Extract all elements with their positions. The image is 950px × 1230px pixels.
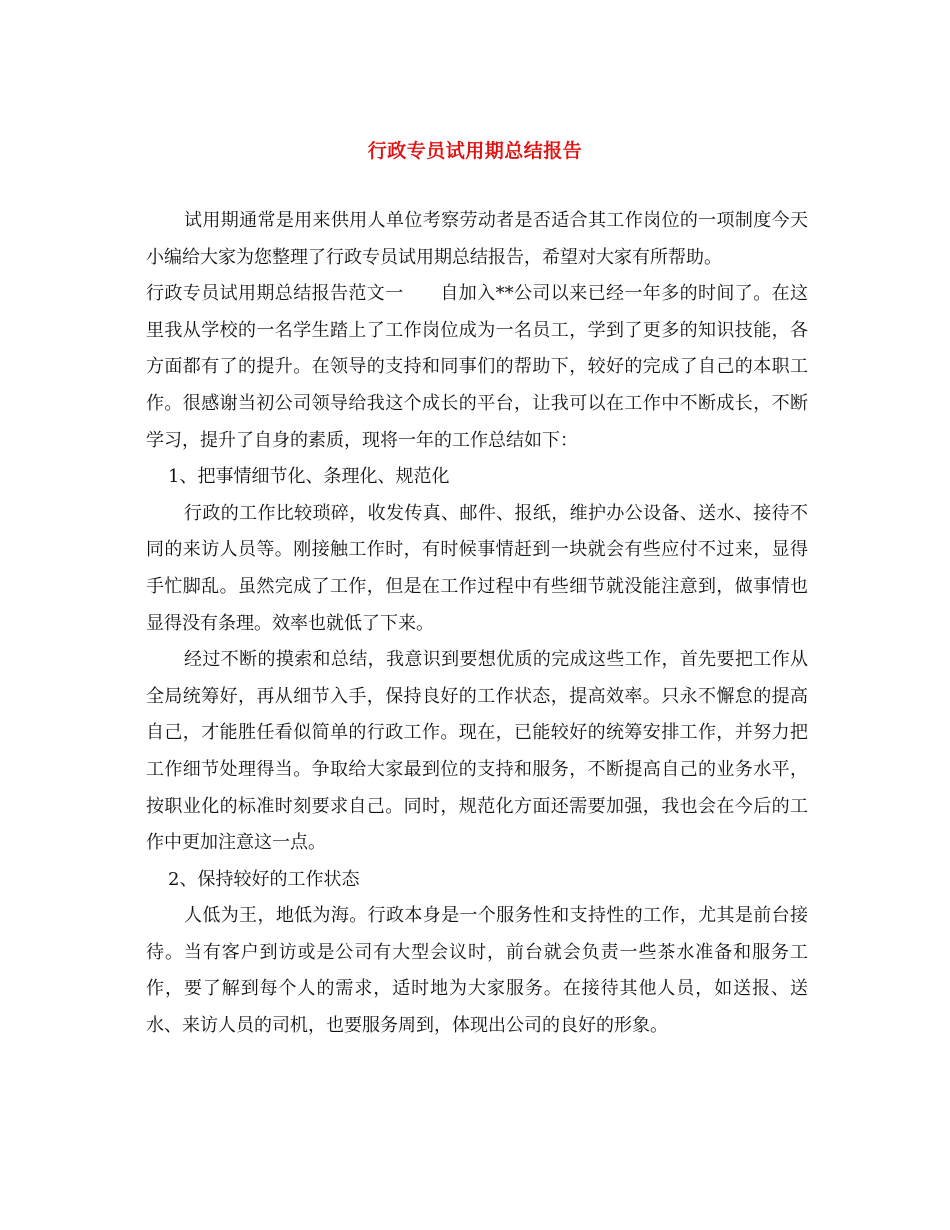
section-1-paragraph-1: 行政的工作比较琐碎，收发传真、邮件、报纸，维护办公设备、送水、接待不同的来访人员等。刚接触工作时，有时候事情赶到一块就会有些应付不过来，显得手忙脚乱。虽然完成了工作，但是在工作过程中有些细节就没能注意到，做事情也显得没有条理。效率也就低了下来。 — [146, 502, 808, 634]
intro-paragraph: 试用期通常是用来供用人单位考察劳动者是否适合其工作岗位的一项制度今天小编给大家为您整理了行政专员试用期总结报告，希望对大家有所帮助。 — [146, 210, 808, 268]
section-2-paragraph-1: 人低为王，地低为海。行政本身是一个服务性和支持性的工作，尤其是前台接待。当有客户到访或是公司有大型会议时，前台就会负责一些茶水准备和服务工作，要了解到每个人的需求，适时地为大家服务。在接待其他人员，如送报、送水、来访人员的司机，也要服务周到，体现出公司的良好的形象。 — [146, 905, 808, 1037]
document-body — [146, 203, 808, 1045]
sample-one-paragraph: 行政专员试用期总结报告范文一 自加入**公司以来已经一年多的时间了。在这里我从学校的一名学生踏上了工作岗位成为一名员工，学到了更多的知识技能，各方面都有了的提升。在领导的支持和同事们的帮助下，较好的完成了自己的本职工作。很感谢当初公司领导给我这个成长的平台，让我可以在工作中不断成长，不断学习，提升了自身的素质，现将一年的工作总结如下： — [146, 283, 808, 451]
section-1-paragraph-2: 经过不断的摸索和总结，我意识到要想优质的完成这些工作，首先要把工作从全局统筹好，再从细节入手，保持良好的工作状态，提高效率。只永不懈怠的提高自己，才能胜任看似简单的行政工作。现在，已能较好的统筹安排工作，并努力把工作细节处理得当。争取给大家最到位的支持和服务，不断提高自己的业务水平，按职业化的标准时刻要求自己。同时，规范化方面还需要加强，我也会在今后的工作中更加注意这一点。 — [146, 649, 808, 854]
document-title: 行政专员试用期总结报告 — [367, 140, 583, 162]
section-heading-2: 2、保持较好的工作状态 — [168, 868, 360, 890]
section-heading-1: 1、把事情细节化、条理化、规范化 — [168, 466, 450, 488]
